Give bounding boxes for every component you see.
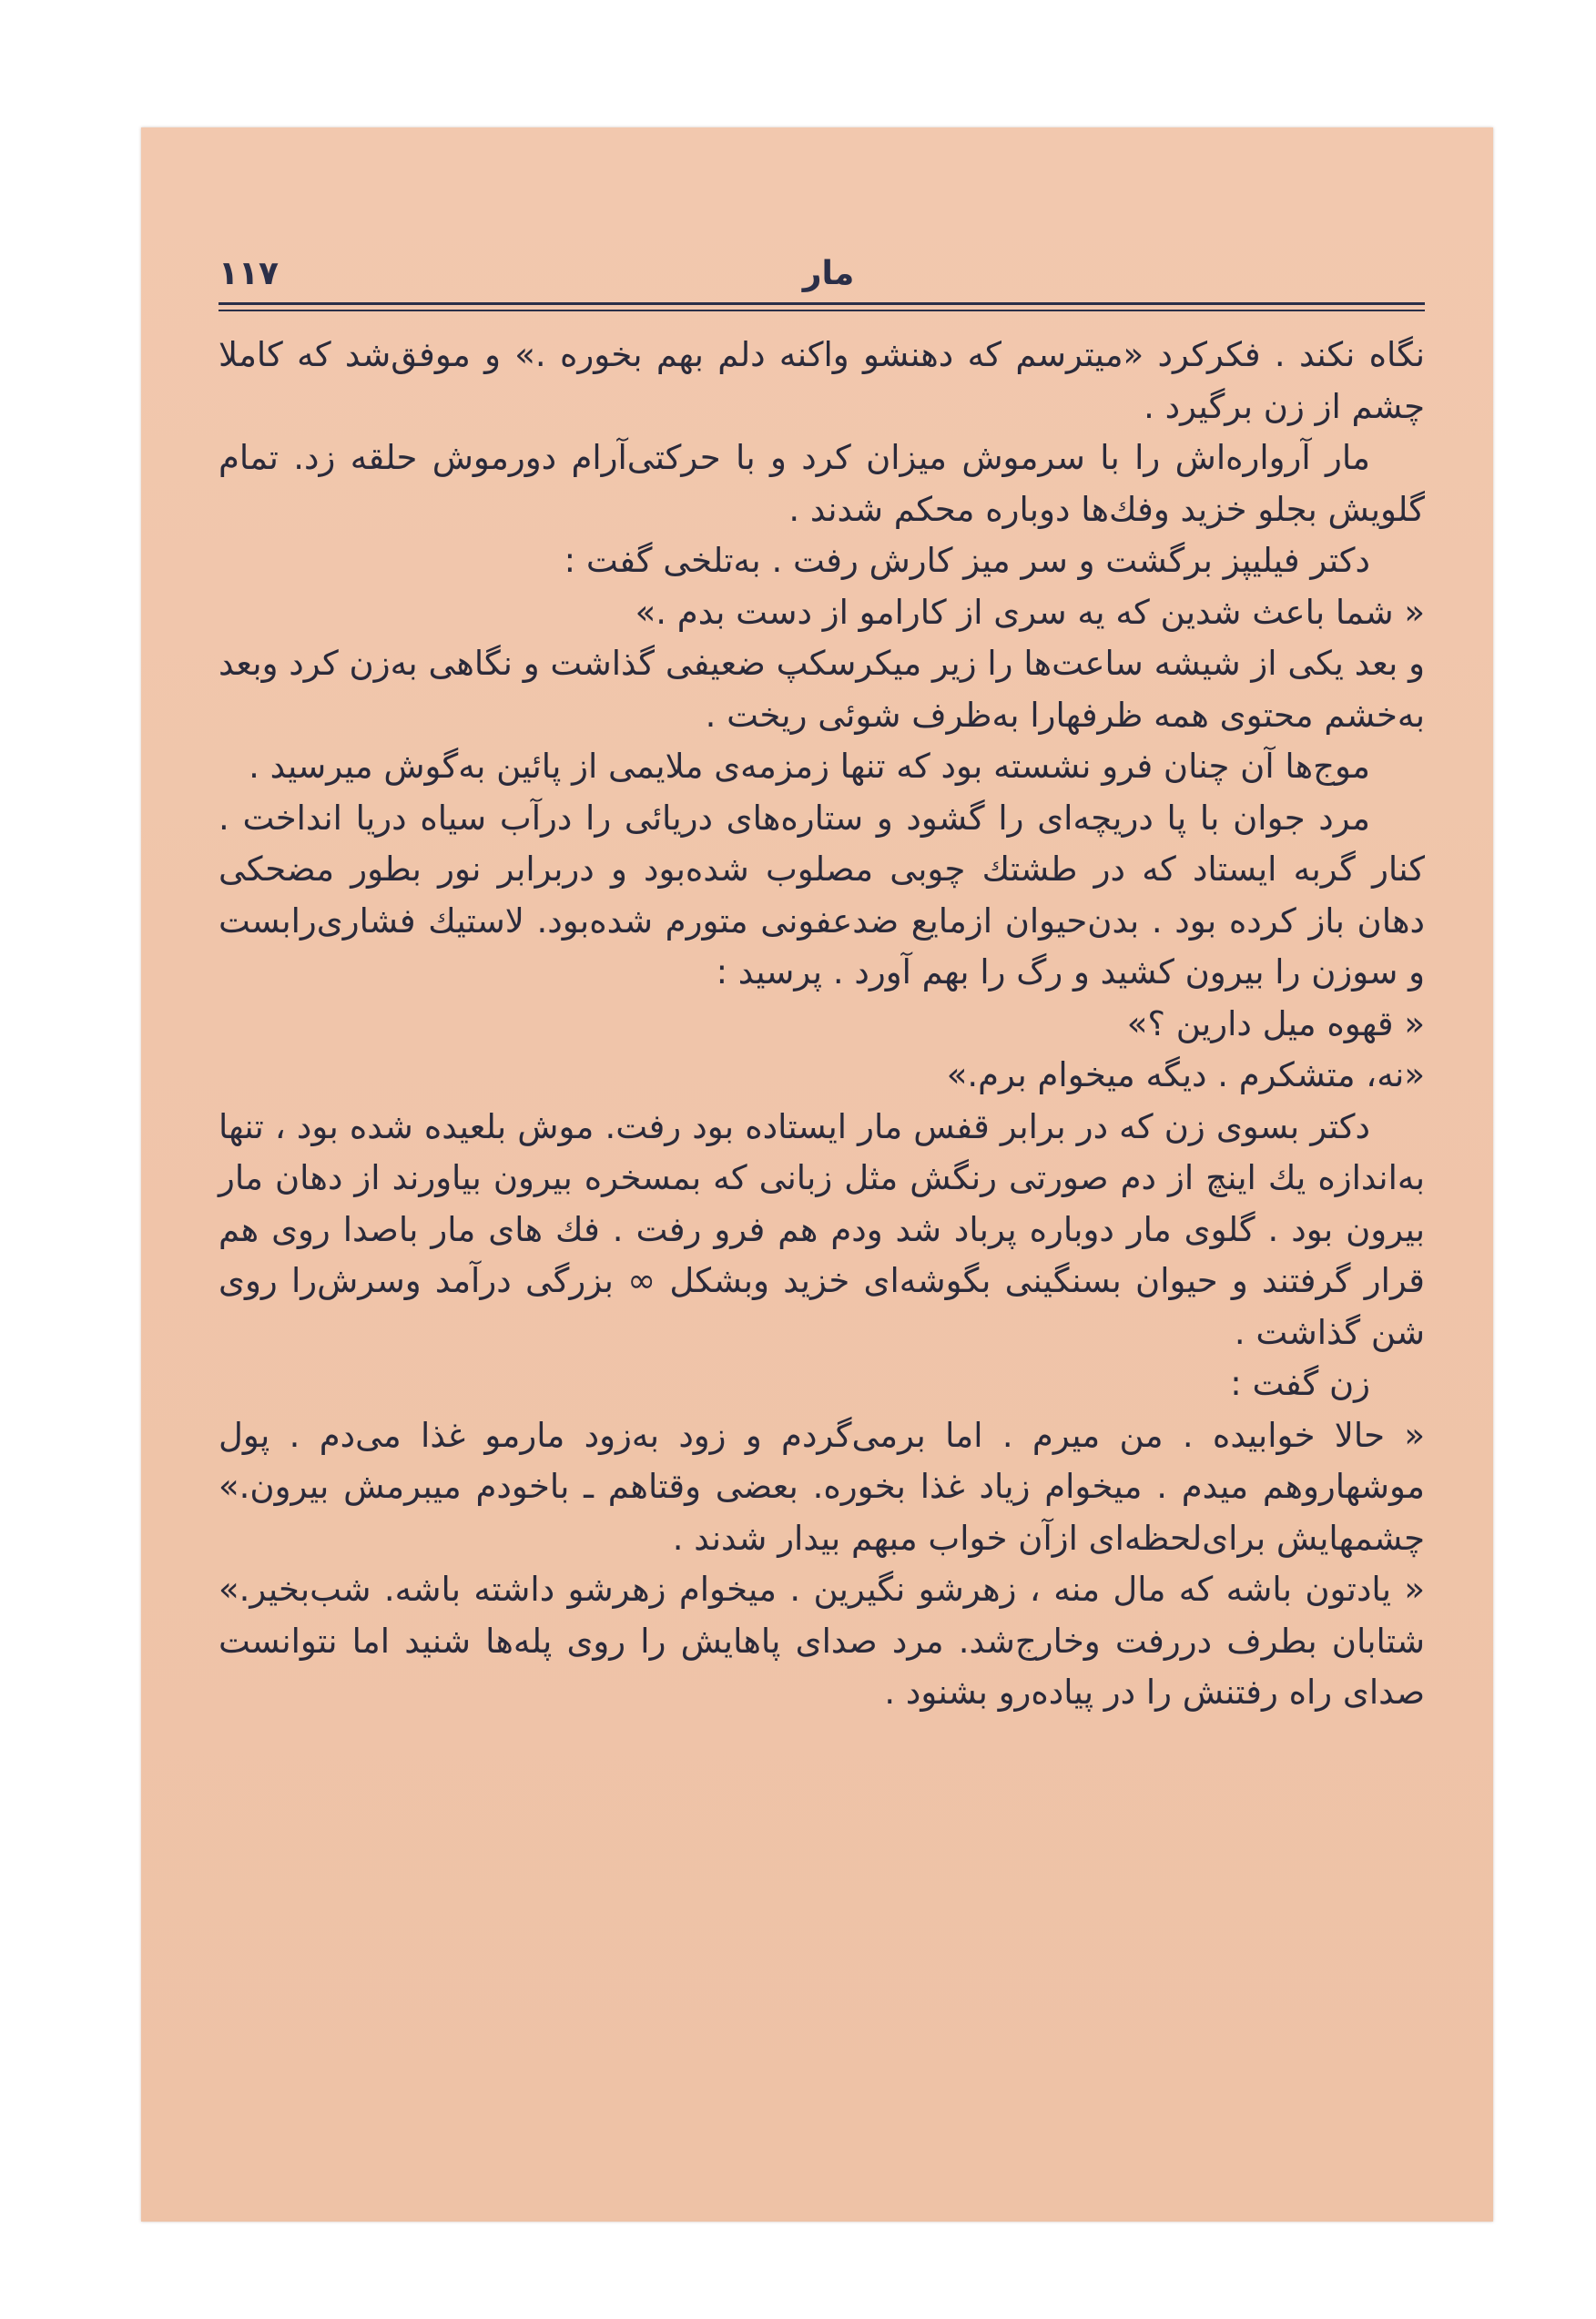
quote-paragraph: « قهوه میل دارین ؟» [1126,1003,1425,1043]
header-rule-bottom [219,310,1425,311]
header-rule-top [219,302,1425,305]
chapter-title: مار [802,255,855,292]
paragraph: زن گفت : [1230,1364,1370,1403]
paragraph: و بعد یکی از شیشه ساعت‌ها را زیر میکرسکپ ضعیفی گذاشت و نگاهی به‌زن کرد وبعد به‌خشم محتوی همه ظرفهارا به‌ظرف شوئی ریخت . [219,644,1425,735]
quote-paragraph: « یادتون باشه که مال منه ، زهرشو نگیرین . میخوام زهرشو داشته باشه. شب‌بخیر.» شتابان بطرف دررفت وخارج‌شد. مرد صدای پاهایش را روی پله‌ها شنید اما نتوانست صدای راه رفتنش را در پیاده‌رو بشنود . [219,1570,1425,1712]
quote-paragraph: « حالا خوابیده . من میرم . اما برمی‌گردم و زود به‌زود مارمو غذا می‌دم . پول موشهاروهم میدم . میخوام زیاد غذا بخوره. بعضی وقتاهم ـ باخودم میبرمش بیرون.» چشمهایش برای‌لحظه‌ای از‌آن خواب مبهم بیدار شدند . [219,1415,1425,1558]
paragraph: نگاه نکند . فکرکرد «میترسم که دهنشو واکنه دلم بهم بخوره .» و موفق‌شد که کاملا چشم از زن برگیرد . [219,335,1425,426]
paragraph: موج‌ها آن چنان فرو نشسته بود که تنها زمزمه‌ی ملایمی از پائین به‌گوش میرسید . [249,747,1370,786]
page-header [219,246,1425,300]
paragraph: مرد جوان با پا دریچه‌ای را گشود و ستاره‌های دریائی را درآب سیاه دریا انداخت . کنار گربه ایستاد که در طشتك چوبی مصلوب شده‌بود و دربرابر نور بطور مضحکی دهان باز کرده بود . بدن‌حیوان ازمایع ضدعفونی متورم شده‌بود. لاستیك فشاری‌رابست و سوزن را بیرون کشید و رگ را بهم آورد . پرسید : [219,798,1425,992]
quote-paragraph: « شما باعث شدین که یه سری از کارامو از دست بدم .» [635,592,1425,632]
paragraph: دکتر فیلیپز برگشت و سر میز کارش رفت . به‌تلخی گفت : [564,541,1370,580]
page-number: ۱۱۷ [219,255,279,292]
paragraph: مار آرواره‌اش را با سرموش میزان کرد و با حرکتی‌آرام دورموش حلقه زد. تمام گلویش بجلو خزید وفك‌ها دوباره محکم شدند . [219,438,1425,529]
body-text [219,330,1425,2151]
paragraph: دکتر بسوی زن که در برابر قفس مار ایستاده بود رفت. موش بلعیده شده بود ، تنها به‌اندازه یك اینچ از دم صورتی رنگش مثل زبانی که بمسخره بیرون بیاورند از دهان مار بیرون بود . گلوی مار دوباره پرباد شد ودم هم فرو رفت . فك های مار باصدا روی هم قرار گرفتند و حیوان بسنگینی بگوشه‌ای خزید وبشکل ∞ بزرگی درآمد وسرش‌را روی شن گذاشت . [219,1106,1425,1352]
quote-paragraph: «نه، متشکرم . دیگه میخوام برم.» [946,1055,1425,1094]
